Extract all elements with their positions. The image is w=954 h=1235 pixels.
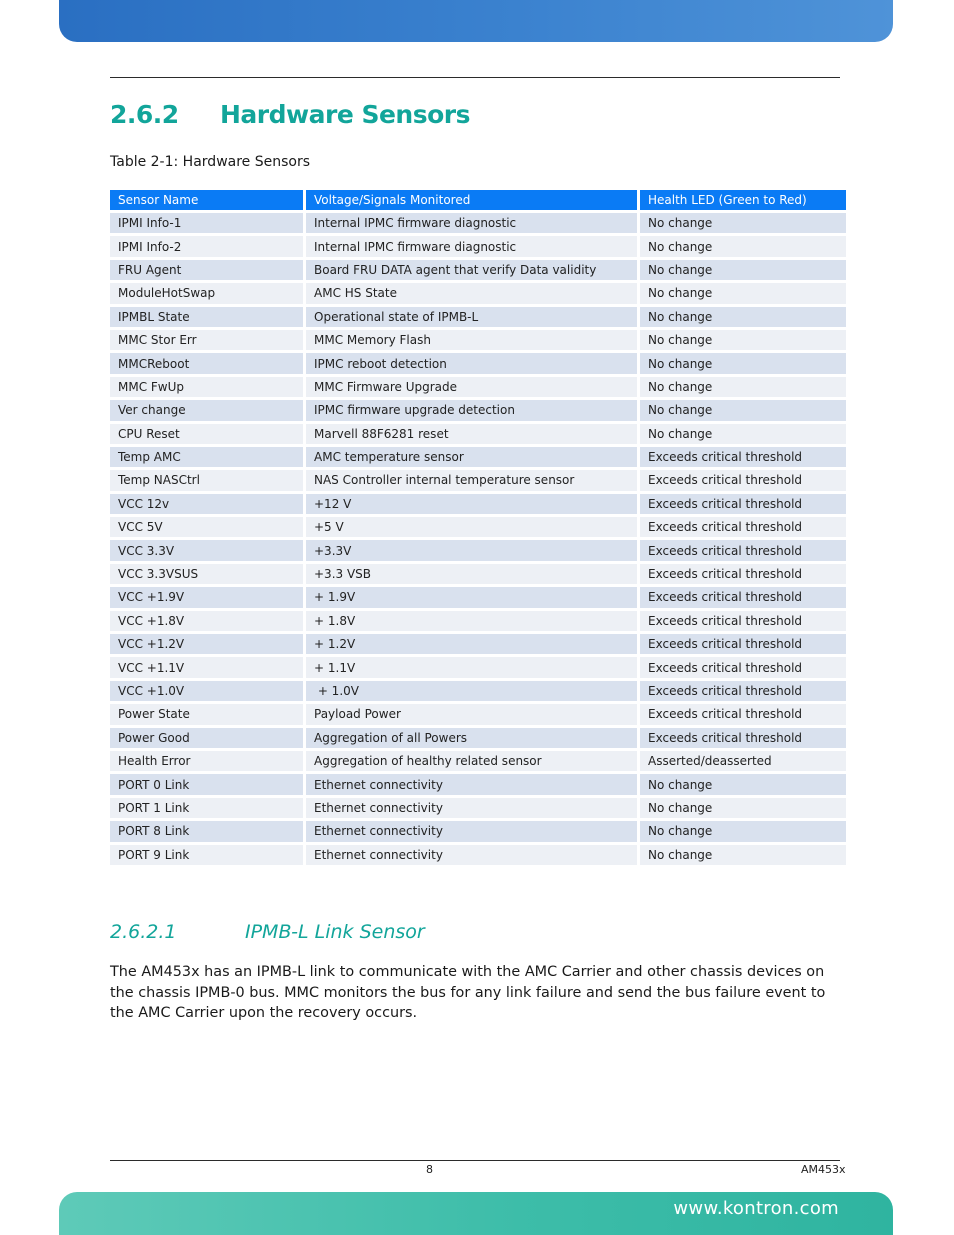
table-row bbox=[110, 540, 846, 560]
health-led-cell: Exceeds critical threshold bbox=[640, 447, 846, 467]
header-band bbox=[59, 0, 893, 42]
health-led-cell: No change bbox=[640, 400, 846, 420]
sensor-name-cell: IPMBL State bbox=[110, 307, 303, 327]
signals-monitored-cell: + 1.9V bbox=[306, 587, 637, 607]
health-led-cell: Exceeds critical threshold bbox=[640, 587, 846, 607]
health-led-cell: No change bbox=[640, 798, 846, 818]
signals-monitored-cell: NAS Controller internal temperature sensor bbox=[306, 470, 637, 490]
sensor-name-cell: MMCReboot bbox=[110, 353, 303, 373]
table-row bbox=[110, 213, 846, 233]
subsection-title: IPMB-L Link Sensor bbox=[245, 921, 425, 943]
table-row bbox=[110, 728, 846, 748]
table-row bbox=[110, 236, 846, 256]
sensor-name-cell: Temp NASCtrl bbox=[110, 470, 303, 490]
column-header-health-led: Health LED (Green to Red) bbox=[640, 190, 846, 210]
health-led-cell: No change bbox=[640, 283, 846, 303]
subsection-heading bbox=[110, 921, 425, 943]
table-row bbox=[110, 798, 846, 818]
signals-monitored-cell: Aggregation of healthy related sensor bbox=[306, 751, 637, 771]
signals-monitored-cell: + 1.1V bbox=[306, 657, 637, 677]
table-header-row bbox=[110, 190, 846, 210]
table-row bbox=[110, 611, 846, 631]
sensor-name-cell: VCC +1.8V bbox=[110, 611, 303, 631]
sensor-name-cell: Power State bbox=[110, 704, 303, 724]
section-heading bbox=[110, 100, 470, 129]
table-row bbox=[110, 330, 846, 350]
signals-monitored-cell: Operational state of IPMB-L bbox=[306, 307, 637, 327]
signals-monitored-cell: + 1.2V bbox=[306, 634, 637, 654]
sensor-name-cell: PORT 8 Link bbox=[110, 821, 303, 841]
sensor-name-cell: MMC Stor Err bbox=[110, 330, 303, 350]
page-number: 8 bbox=[426, 1163, 433, 1176]
table-row bbox=[110, 845, 846, 865]
header-rule bbox=[110, 77, 840, 78]
health-led-cell: No change bbox=[640, 353, 846, 373]
table-row bbox=[110, 424, 846, 444]
signals-monitored-cell: Ethernet connectivity bbox=[306, 798, 637, 818]
health-led-cell: No change bbox=[640, 213, 846, 233]
signals-monitored-cell: Ethernet connectivity bbox=[306, 845, 637, 865]
signals-monitored-cell: MMC Firmware Upgrade bbox=[306, 377, 637, 397]
signals-monitored-cell: + 1.8V bbox=[306, 611, 637, 631]
health-led-cell: No change bbox=[640, 424, 846, 444]
health-led-cell: No change bbox=[640, 377, 846, 397]
table-row bbox=[110, 260, 846, 280]
signals-monitored-cell: +3.3 VSB bbox=[306, 564, 637, 584]
website-link[interactable]: www.kontron.com bbox=[673, 1198, 839, 1219]
table-row bbox=[110, 494, 846, 514]
sensor-name-cell: VCC +1.9V bbox=[110, 587, 303, 607]
table-row bbox=[110, 283, 846, 303]
sensor-name-cell: IPMI Info-2 bbox=[110, 236, 303, 256]
sensor-name-cell: FRU Agent bbox=[110, 260, 303, 280]
table-row bbox=[110, 657, 846, 677]
health-led-cell: No change bbox=[640, 845, 846, 865]
signals-monitored-cell: +12 V bbox=[306, 494, 637, 514]
table-row bbox=[110, 564, 846, 584]
subsection-number: 2.6.2.1 bbox=[110, 921, 177, 943]
health-led-cell: Exceeds critical threshold bbox=[640, 681, 846, 701]
signals-monitored-cell: Internal IPMC firmware diagnostic bbox=[306, 213, 637, 233]
health-led-cell: Exceeds critical threshold bbox=[640, 564, 846, 584]
hardware-sensors-table bbox=[107, 187, 849, 868]
sensor-name-cell: CPU Reset bbox=[110, 424, 303, 444]
health-led-cell: No change bbox=[640, 260, 846, 280]
table-row bbox=[110, 307, 846, 327]
table-row bbox=[110, 377, 846, 397]
table-row bbox=[110, 353, 846, 373]
table-row bbox=[110, 681, 846, 701]
health-led-cell: Exceeds critical threshold bbox=[640, 634, 846, 654]
sensor-name-cell: PORT 1 Link bbox=[110, 798, 303, 818]
health-led-cell: No change bbox=[640, 236, 846, 256]
sensor-name-cell: VCC 5V bbox=[110, 517, 303, 537]
health-led-cell: Exceeds critical threshold bbox=[640, 494, 846, 514]
table-row bbox=[110, 517, 846, 537]
health-led-cell: Exceeds critical threshold bbox=[640, 704, 846, 724]
signals-monitored-cell: Internal IPMC firmware diagnostic bbox=[306, 236, 637, 256]
sensor-name-cell: VCC 12v bbox=[110, 494, 303, 514]
sensor-name-cell: Power Good bbox=[110, 728, 303, 748]
sensor-name-cell: Ver change bbox=[110, 400, 303, 420]
signals-monitored-cell: IPMC firmware upgrade detection bbox=[306, 400, 637, 420]
table-row bbox=[110, 774, 846, 794]
signals-monitored-cell: Ethernet connectivity bbox=[306, 821, 637, 841]
sensor-name-cell: VCC +1.1V bbox=[110, 657, 303, 677]
table-row bbox=[110, 400, 846, 420]
signals-monitored-cell: +5 V bbox=[306, 517, 637, 537]
signals-monitored-cell: +3.3V bbox=[306, 540, 637, 560]
sensor-name-cell: Temp AMC bbox=[110, 447, 303, 467]
sensor-name-cell: VCC +1.0V bbox=[110, 681, 303, 701]
health-led-cell: Exceeds critical threshold bbox=[640, 540, 846, 560]
health-led-cell: No change bbox=[640, 774, 846, 794]
sensor-name-cell: MMC FwUp bbox=[110, 377, 303, 397]
health-led-cell: No change bbox=[640, 821, 846, 841]
health-led-cell: No change bbox=[640, 330, 846, 350]
health-led-cell: Exceeds critical threshold bbox=[640, 657, 846, 677]
signals-monitored-cell: Aggregation of all Powers bbox=[306, 728, 637, 748]
signals-monitored-cell: AMC HS State bbox=[306, 283, 637, 303]
signals-monitored-cell: Marvell 88F6281 reset bbox=[306, 424, 637, 444]
footer-band bbox=[59, 1192, 893, 1235]
section-title: Hardware Sensors bbox=[220, 100, 470, 129]
sensor-name-cell: VCC 3.3VSUS bbox=[110, 564, 303, 584]
table-row bbox=[110, 447, 846, 467]
column-header-sensor-name: Sensor Name bbox=[110, 190, 303, 210]
column-header-signals-monitored: Voltage/Signals Monitored bbox=[306, 190, 637, 210]
document-id: AM453x bbox=[801, 1163, 846, 1176]
signals-monitored-cell: Board FRU DATA agent that verify Data validity bbox=[306, 260, 637, 280]
signals-monitored-cell: Payload Power bbox=[306, 704, 637, 724]
table-row bbox=[110, 634, 846, 654]
table-row bbox=[110, 751, 846, 771]
signals-monitored-cell: + 1.0V bbox=[306, 681, 637, 701]
table-caption: Table 2-1: Hardware Sensors bbox=[110, 154, 311, 170]
table-row bbox=[110, 587, 846, 607]
health-led-cell: Exceeds critical threshold bbox=[640, 728, 846, 748]
footer-rule bbox=[110, 1160, 840, 1161]
health-led-cell: Exceeds critical threshold bbox=[640, 517, 846, 537]
health-led-cell: Asserted/deasserted bbox=[640, 751, 846, 771]
sensor-name-cell: ModuleHotSwap bbox=[110, 283, 303, 303]
sensor-name-cell: PORT 0 Link bbox=[110, 774, 303, 794]
sensor-name-cell: IPMI Info-1 bbox=[110, 213, 303, 233]
sensor-name-cell: Health Error bbox=[110, 751, 303, 771]
signals-monitored-cell: AMC temperature sensor bbox=[306, 447, 637, 467]
table-row bbox=[110, 704, 846, 724]
section-number: 2.6.2 bbox=[110, 100, 179, 129]
table-row bbox=[110, 470, 846, 490]
sensor-name-cell: VCC 3.3V bbox=[110, 540, 303, 560]
signals-monitored-cell: MMC Memory Flash bbox=[306, 330, 637, 350]
health-led-cell: Exceeds critical threshold bbox=[640, 611, 846, 631]
health-led-cell: No change bbox=[640, 307, 846, 327]
health-led-cell: Exceeds critical threshold bbox=[640, 470, 846, 490]
table-row bbox=[110, 821, 846, 841]
sensor-name-cell: VCC +1.2V bbox=[110, 634, 303, 654]
sensor-name-cell: PORT 9 Link bbox=[110, 845, 303, 865]
subsection-body: The AM453x has an IPMB-L link to communicate with the AMC Carrier and other chassis devices on the chassis IPMB-0 bus. MMC monitors the bus for any link failure and send the bus failure event to the AMC Carrier upon the recovery occurs. bbox=[110, 964, 826, 1021]
signals-monitored-cell: IPMC reboot detection bbox=[306, 353, 637, 373]
signals-monitored-cell: Ethernet connectivity bbox=[306, 774, 637, 794]
